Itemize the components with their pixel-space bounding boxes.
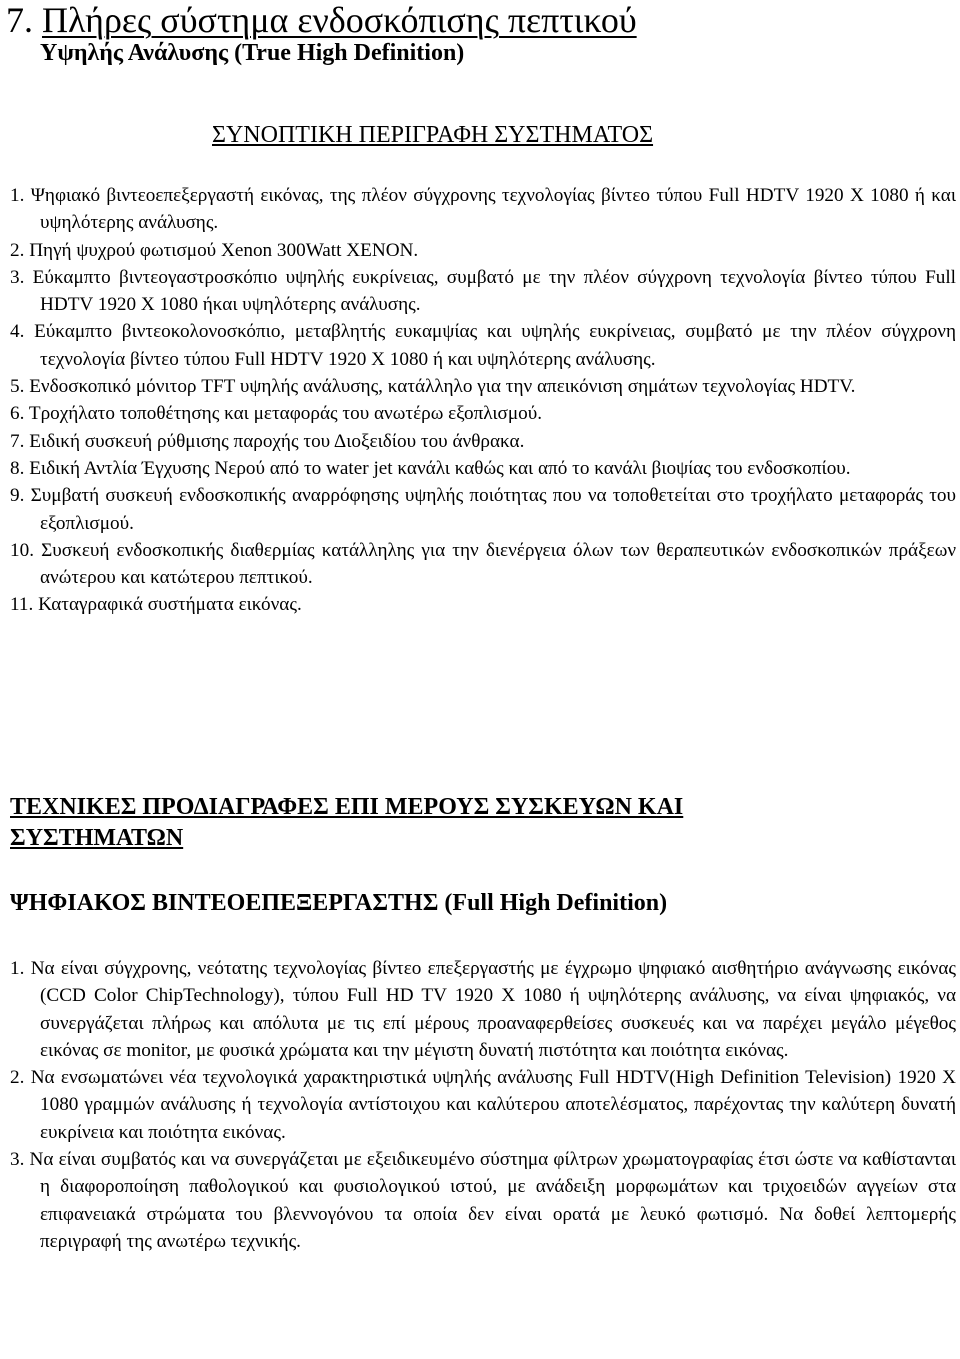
summary-heading: ΣΥΝΟΠΤΙΚΗ ΠΕΡΙΓΡΑΦΗ ΣΥΣΤΗΜΑΤΟΣ [212,122,654,148]
item-number: 6. [10,403,25,425]
item-number: 1. [10,958,25,979]
item-text: Συμβατή συσκευή ενδοσκοπικής αναρρόφησης υψηλής ποιότητας που να τοποθετείται στο τροχήλατο μεταφοράς του εξοπλισμού. [30,485,956,534]
list-item [10,1064,956,1146]
item-text: Ψηφιακό βιντεοεπεξεργαστή εικόνας, της πλέον σύγχρονης τεχνολογίας βίντεο τύπου Full HDTV 1920 X 1080 ή και υψηλότερης ανάλυσης. [30,185,956,234]
list-item [10,482,956,537]
list-item [10,373,956,400]
item-text: Ειδική συσκευή ρύθμισης παροχής του Διοξειδίου του άνθρακα. [29,430,525,452]
list-item [10,428,956,455]
item-text: Να είναι συμβατός και να συνεργάζεται με εξειδικευμένο σύστημα φίλτρων χρωματογραφίας έτσι ώστε να καθίστανται η διαφοροποίηση παθολογικού και φυσιολογικού ιστού, με ανάδειξη μορφωμάτων και τριχοειδών αγγείων στα επιφανειακά στρώματα του βλεννογόνου τα οποία δεν είναι ορατά με λευκό φωτισμό. Να δοθεί λεπτομερής περιγραφή της ανωτέρω τεχνικής. [29,1149,956,1252]
item-text: Συσκευή ενδοσκοπικής διαθερμίας κατάλληλης για την διενέργεια όλων των θεραπευτικών ενδοσκοπικών πράξεων ανώτερου και κατώτερου πεπτικού. [40,539,956,589]
list-item [10,400,956,427]
specs-list [10,955,956,1255]
item-number: 8. [10,457,25,479]
list-item [10,318,956,373]
item-number: 7. [10,430,25,452]
list-item [10,237,956,264]
summary-list [10,182,956,619]
item-number: 5. [10,376,25,398]
item-text: Να ενσωματώνει νέα τεχνολογικά χαρακτηριστικά υψηλής ανάλυσης Full HDTV(High Definition Television) 1920 X 1080 γραμμών ανάλυσης ή τεχνολογία αντίστοιχου και καλύτερου αποτελέσματος, παρέχοντας την καλύτερη δυνατή ευκρίνεια και ποιότητα εικόνας. [30,1067,956,1143]
list-item [10,1146,956,1255]
document-title [6,0,637,42]
item-text: Τροχήλατο τοποθέτησης και μεταφοράς του ανωτέρω εξοπλισμού. [28,403,543,425]
item-number: 2. [10,1067,25,1089]
list-item [10,182,956,237]
list-item [10,537,956,592]
list-item [10,955,956,1064]
list-item [10,591,956,618]
item-text: Πηγή ψυχρού φωτισμού Xenon 300Watt XENON. [29,239,419,261]
item-number: 4. [10,321,25,343]
item-number: 2. [10,239,25,261]
item-number: 10. [10,539,34,561]
item-text: Ειδική Αντλία Έγχυσης Νερού από το water jet κανάλι καθώς και από το κανάλι βιοψίας του ενδοσκοπίου. [29,457,851,479]
item-number: 3. [10,266,25,288]
item-text: Εύκαμπτο βιντεοκολονοσκόπιο, μεταβλητής ευκαμψίας και υψηλής ευκρίνειας, συμβατό με την πλέον σύγχρονη τεχνολογία βίντεο τύπου Full HDTV 1920 X 1080 ή και υψηλότερης ανάλυσης. [34,321,956,370]
item-number: 11. [10,594,34,616]
list-item [10,455,956,482]
title-text: Πλήρες σύστημα ενδοσκόπισης πεπτικού [42,0,637,40]
document-subtitle: Υψηλής Ανάλυσης (True High Definition) [40,40,465,66]
item-number: 1. [10,185,25,206]
specs-heading: ΤΕΧΝΙΚΕΣ ΠΡΟΔΙΑΓΡΑΦΕΣ ΕΠΙ ΜΕΡΟΥΣ ΣΥΣΚΕΥΩΝ ΚΑΙ ΣΥΣΤΗΜΑΤΩΝ [10,794,684,851]
list-item [10,264,956,319]
item-text: Εύκαμπτο βιντεογαστροσκόπιο υψηλής ευκρίνειας, συμβατό με την πλέον σύγχρονη τεχνολογία βίντεο τύπου Full HDTV 1920 X 1080 ήκαι υψηλότερης ανάλυσης. [32,266,957,316]
item-text: Καταγραφικά συστήματα εικόνας. [38,594,302,616]
item-text: Να είναι σύγχρονης, νεότατης τεχνολογίας βίντεο επεξεργαστής με έγχρωμο ψηφιακό αισθητήριο ανάγνωσης εικόνας (CCD Color ChipTechnology), τύπου Full HD TV 1920 X 1080 ή υψηλότερης ανάλυσης, να είναι ψηφιακός, να συνεργάζεται πλήρως και απόλυτα με τις επί μέρους προαναφερθείσες συσκευές και να παρέχει μεγάλο μέγεθος εικόνας σε monitor, με φυσικά χρώματα και την μέγιστη δυνατή πιστότητα και ποιότητα εικόνας. [30,958,957,1061]
item-text: Ενδοσκοπικό μόνιτορ TFT υψηλής ανάλυσης, κατάλληλο για την απεικόνιση σημάτων τεχνολογίας HDTV. [29,376,856,398]
item-number: 9. [10,485,25,507]
processor-heading: ΨΗΦΙΑΚΟΣ ΒΙΝΤΕΟΕΠΕΞΕΡΓΑΣΤΗΣ (Full High Definition) [10,890,668,916]
title-number: 7. [6,0,33,40]
item-number: 3. [10,1149,25,1171]
